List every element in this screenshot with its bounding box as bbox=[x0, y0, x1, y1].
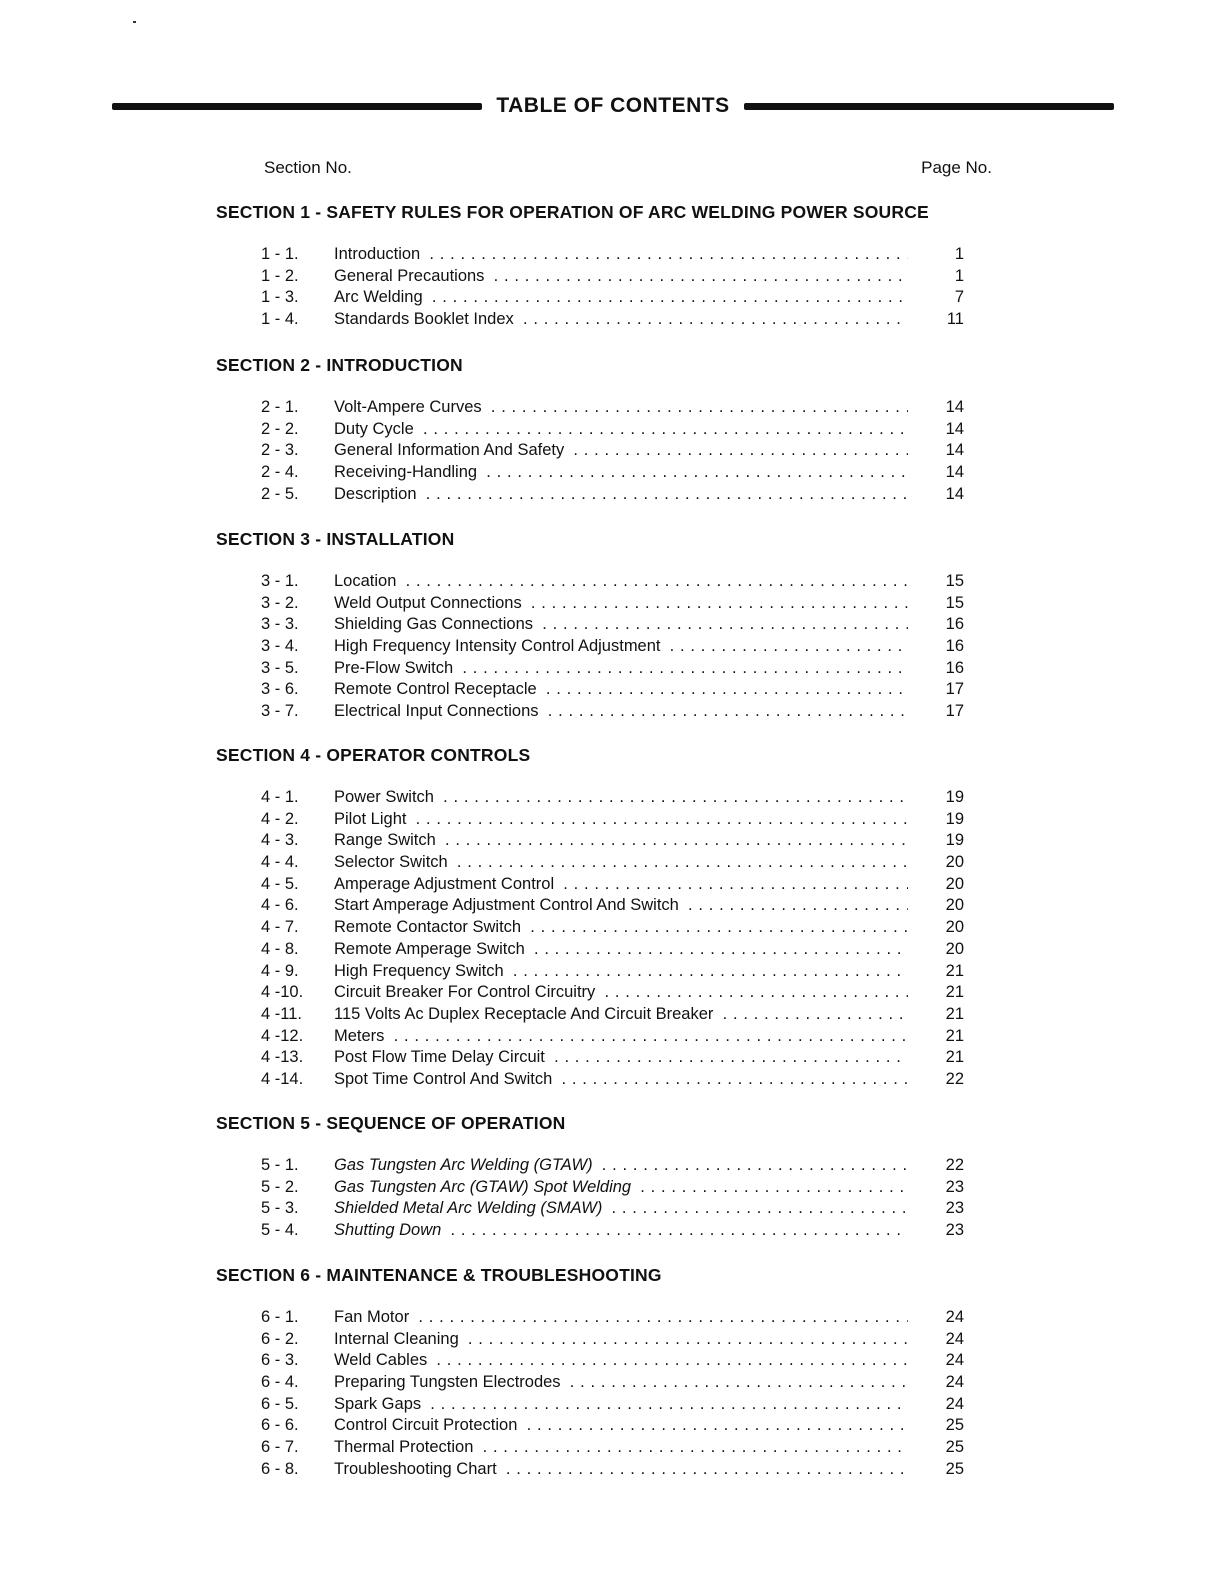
toc-entry bbox=[216, 1026, 1016, 1048]
entry-leader bbox=[334, 1329, 908, 1351]
toc-entry bbox=[216, 830, 1016, 852]
entry-leader bbox=[334, 679, 908, 701]
toc-entry bbox=[216, 701, 1016, 723]
title-rule-left bbox=[112, 103, 482, 110]
entry-title: Gas Tungsten Arc Welding (GTAW) bbox=[334, 1156, 597, 1174]
entry-leader bbox=[334, 982, 908, 1004]
entry-leader bbox=[334, 1437, 908, 1459]
entry-leader bbox=[334, 1004, 908, 1026]
toc-entry bbox=[216, 266, 1016, 288]
entry-page-number: 20 bbox=[945, 918, 964, 937]
entry-leader bbox=[334, 787, 908, 809]
toc-entry bbox=[216, 1177, 1016, 1199]
section-heading: SECTION 5 - SEQUENCE OF OPERATION bbox=[216, 1113, 566, 1133]
entry-leader bbox=[334, 571, 908, 593]
entry-page-number: 21 bbox=[945, 1004, 964, 1023]
toc-entry bbox=[216, 1415, 1016, 1437]
entry-page-number: 14 bbox=[945, 441, 964, 460]
entry-title: Selector Switch bbox=[334, 853, 452, 871]
entry-page-number: 16 bbox=[945, 615, 964, 634]
entry-leader bbox=[334, 939, 908, 961]
entry-number: 4 -10. bbox=[261, 983, 304, 1002]
entry-title: High Frequency Intensity Control Adjustment bbox=[334, 637, 665, 655]
toc-entry bbox=[216, 1459, 1016, 1481]
entry-page-number: 19 bbox=[945, 788, 964, 806]
entry-number: 4 -14. bbox=[261, 1069, 304, 1088]
toc-entry bbox=[216, 309, 1016, 331]
entry-number: 5 - 2. bbox=[261, 1177, 299, 1196]
entry-page-number: 17 bbox=[945, 680, 964, 699]
entry-page-number: 7 bbox=[954, 288, 964, 307]
entry-page-number: 22 bbox=[945, 1156, 964, 1174]
entry-title: Introduction bbox=[334, 245, 424, 263]
toc-entry bbox=[216, 1047, 1016, 1069]
entry-title: Weld Output Connections bbox=[334, 594, 526, 612]
entry-leader bbox=[334, 809, 908, 831]
entry-title: Pilot Light bbox=[334, 810, 410, 828]
toc-section bbox=[216, 1263, 1016, 1481]
toc-section bbox=[216, 743, 1016, 1091]
entry-number: 4 -11. bbox=[261, 1004, 302, 1023]
entry-title: Start Amperage Adjustment Control And Switch bbox=[334, 896, 683, 914]
entry-leader bbox=[334, 484, 908, 506]
entry-title: Remote Control Receptacle bbox=[334, 680, 541, 698]
entry-title: General Precautions bbox=[334, 267, 488, 285]
entry-page-number: 16 bbox=[945, 637, 964, 656]
entry-number: 6 - 4. bbox=[261, 1373, 299, 1392]
toc-entry bbox=[216, 895, 1016, 917]
entry-leader bbox=[334, 701, 908, 723]
entry-leader bbox=[334, 1047, 908, 1069]
entry-page-number: 25 bbox=[945, 1459, 964, 1478]
entry-title: Electrical Input Connections bbox=[334, 702, 543, 720]
entry-number: 6 - 7. bbox=[261, 1438, 299, 1457]
section-heading: SECTION 6 - MAINTENANCE & TROUBLESHOOTING bbox=[216, 1265, 662, 1285]
entry-leader bbox=[334, 852, 908, 874]
toc-section bbox=[216, 527, 1016, 723]
entry-page-number: 15 bbox=[945, 593, 964, 612]
entry-number: 4 - 6. bbox=[261, 896, 299, 915]
entry-title: General Information And Safety bbox=[334, 441, 568, 459]
toc-entry bbox=[216, 1155, 1016, 1177]
entry-page-number: 20 bbox=[945, 896, 964, 915]
entry-page-number: 17 bbox=[945, 702, 964, 721]
scan-speck bbox=[133, 21, 136, 23]
entry-page-number: 25 bbox=[945, 1416, 964, 1435]
toc-entry bbox=[216, 982, 1016, 1004]
toc-entry bbox=[216, 419, 1016, 441]
toc-entry bbox=[216, 636, 1016, 658]
entry-leader bbox=[334, 1372, 908, 1394]
entry-title: Duty Cycle bbox=[334, 420, 418, 438]
entry-page-number: 20 bbox=[945, 939, 964, 958]
entry-leader bbox=[334, 636, 908, 658]
entry-leader bbox=[334, 1198, 908, 1220]
entry-number: 1 - 3. bbox=[261, 288, 299, 307]
entry-page-number: 14 bbox=[945, 484, 964, 503]
toc-entry bbox=[216, 614, 1016, 636]
entry-page-number: 20 bbox=[945, 874, 964, 893]
entry-title: Internal Cleaning bbox=[334, 1330, 463, 1348]
entry-number: 5 - 4. bbox=[261, 1221, 299, 1240]
entry-number: 4 - 2. bbox=[261, 809, 299, 828]
entry-title: Standards Booklet Index bbox=[334, 310, 518, 328]
entry-title: Fan Motor bbox=[334, 1308, 413, 1326]
entry-leader bbox=[334, 961, 908, 983]
toc-entry bbox=[216, 1394, 1016, 1416]
entry-page-number: 23 bbox=[945, 1177, 964, 1196]
toc-entry bbox=[216, 939, 1016, 961]
toc-entry bbox=[216, 917, 1016, 939]
entry-leader bbox=[334, 658, 908, 680]
entry-leader bbox=[334, 1026, 908, 1048]
entry-number: 6 - 6. bbox=[261, 1416, 299, 1435]
toc-entry bbox=[216, 484, 1016, 506]
entry-leader bbox=[334, 1069, 908, 1091]
entry-leader bbox=[334, 1394, 908, 1416]
entry-leader bbox=[334, 614, 908, 636]
entry-leader bbox=[334, 419, 908, 441]
entry-number: 6 - 2. bbox=[261, 1329, 299, 1348]
section-heading: SECTION 2 - INTRODUCTION bbox=[216, 355, 463, 375]
entry-title: 115 Volts Ac Duplex Receptacle And Circuit Breaker bbox=[334, 1005, 717, 1023]
entry-title: Remote Contactor Switch bbox=[334, 918, 525, 936]
entry-page-number: 19 bbox=[945, 831, 964, 850]
entry-title: Shielded Metal Arc Welding (SMAW) bbox=[334, 1199, 606, 1217]
entry-page-number: 1 bbox=[954, 245, 964, 263]
entry-title: Remote Amperage Switch bbox=[334, 940, 529, 958]
entry-number: 5 - 3. bbox=[261, 1199, 299, 1218]
entry-title: Shutting Down bbox=[334, 1221, 445, 1239]
toc-entry bbox=[216, 1437, 1016, 1459]
entry-leader bbox=[334, 895, 908, 917]
toc-entry bbox=[216, 1372, 1016, 1394]
toc-entry bbox=[216, 593, 1016, 615]
section-heading: SECTION 4 - OPERATOR CONTROLS bbox=[216, 745, 531, 765]
entry-list bbox=[216, 1155, 1016, 1242]
entry-title: Control Circuit Protection bbox=[334, 1416, 521, 1434]
entry-leader bbox=[334, 287, 908, 309]
toc-entry bbox=[216, 787, 1016, 809]
entry-list bbox=[216, 1307, 1016, 1481]
entry-list bbox=[216, 571, 1016, 723]
entry-number: 1 - 4. bbox=[261, 310, 299, 329]
entry-number: 3 - 1. bbox=[261, 572, 299, 590]
toc-entry bbox=[216, 571, 1016, 593]
entry-leader bbox=[334, 874, 908, 896]
entry-number: 4 - 7. bbox=[261, 918, 299, 937]
entry-leader bbox=[334, 244, 908, 266]
title-bar bbox=[112, 88, 1114, 124]
toc-entry bbox=[216, 679, 1016, 701]
entry-title: Amperage Adjustment Control bbox=[334, 875, 558, 893]
entry-number: 6 - 5. bbox=[261, 1394, 299, 1413]
entry-number: 4 - 5. bbox=[261, 874, 299, 893]
entry-page-number: 16 bbox=[945, 658, 964, 677]
entry-leader bbox=[334, 1220, 908, 1242]
page-no-header: Page No. bbox=[921, 158, 992, 177]
toc-entry bbox=[216, 287, 1016, 309]
entry-leader bbox=[334, 1350, 908, 1372]
entry-number: 4 - 4. bbox=[261, 853, 299, 872]
entry-title: Location bbox=[334, 572, 400, 590]
page-title: TABLE OF CONTENTS bbox=[496, 94, 730, 117]
entry-number: 6 - 8. bbox=[261, 1459, 299, 1478]
entry-title: Gas Tungsten Arc (GTAW) Spot Welding bbox=[334, 1178, 635, 1196]
toc-entry bbox=[216, 440, 1016, 462]
toc-section bbox=[216, 353, 1016, 505]
entry-title: Meters bbox=[334, 1027, 388, 1045]
entry-number: 3 - 3. bbox=[261, 615, 299, 634]
toc-entry bbox=[216, 1350, 1016, 1372]
toc-entry bbox=[216, 462, 1016, 484]
entry-page-number: 14 bbox=[945, 398, 964, 416]
toc-entry bbox=[216, 1198, 1016, 1220]
entry-number: 4 - 1. bbox=[261, 788, 299, 806]
entry-title: Circuit Breaker For Control Circuitry bbox=[334, 983, 599, 1001]
entry-leader bbox=[334, 1415, 908, 1437]
entry-list bbox=[216, 787, 1016, 1091]
entry-title: Description bbox=[334, 485, 421, 503]
entry-page-number: 25 bbox=[945, 1438, 964, 1457]
entry-number: 4 - 9. bbox=[261, 961, 299, 980]
toc-entry bbox=[216, 1220, 1016, 1242]
toc-entry bbox=[216, 809, 1016, 831]
entry-leader bbox=[334, 1459, 908, 1481]
entry-leader bbox=[334, 1155, 908, 1177]
entry-number: 3 - 6. bbox=[261, 680, 299, 699]
toc-entry bbox=[216, 874, 1016, 896]
entry-page-number: 21 bbox=[945, 983, 964, 1002]
entry-number: 3 - 5. bbox=[261, 658, 299, 677]
entry-page-number: 24 bbox=[945, 1373, 964, 1392]
toc-entry bbox=[216, 1004, 1016, 1026]
entry-leader bbox=[334, 309, 908, 331]
entry-number: 6 - 3. bbox=[261, 1351, 299, 1370]
entry-page-number: 24 bbox=[945, 1329, 964, 1348]
entry-number: 4 -12. bbox=[261, 1026, 304, 1045]
entry-number: 5 - 1. bbox=[261, 1156, 299, 1174]
entry-title: Post Flow Time Delay Circuit bbox=[334, 1048, 549, 1066]
entry-page-number: 1 bbox=[954, 266, 964, 285]
section-heading: SECTION 3 - INSTALLATION bbox=[216, 529, 455, 549]
entry-list bbox=[216, 244, 1016, 331]
toc-entry bbox=[216, 658, 1016, 680]
entry-page-number: 20 bbox=[945, 853, 964, 872]
toc-entry bbox=[216, 397, 1016, 419]
entry-page-number: 15 bbox=[945, 572, 964, 590]
entry-title: Thermal Protection bbox=[334, 1438, 477, 1456]
entry-title: Weld Cables bbox=[334, 1351, 431, 1369]
entry-page-number: 14 bbox=[945, 419, 964, 438]
entry-number: 1 - 1. bbox=[261, 245, 299, 263]
entry-title: Power Switch bbox=[334, 788, 438, 806]
entry-leader bbox=[334, 462, 908, 484]
entry-number: 3 - 2. bbox=[261, 593, 299, 612]
entry-page-number: 23 bbox=[945, 1221, 964, 1240]
entry-number: 6 - 1. bbox=[261, 1308, 299, 1326]
entry-page-number: 24 bbox=[945, 1394, 964, 1413]
entry-title: Spark Gaps bbox=[334, 1395, 425, 1413]
toc-entry bbox=[216, 1329, 1016, 1351]
toc-section bbox=[216, 1111, 1016, 1242]
entry-number: 2 - 2. bbox=[261, 419, 299, 438]
entry-title: Volt-Ampere Curves bbox=[334, 398, 486, 416]
entry-title: Receiving-Handling bbox=[334, 463, 481, 481]
entry-page-number: 23 bbox=[945, 1199, 964, 1218]
entry-title: High Frequency Switch bbox=[334, 962, 508, 980]
entry-title: Troubleshooting Chart bbox=[334, 1460, 501, 1478]
entry-leader bbox=[334, 593, 908, 615]
toc-section bbox=[216, 200, 1016, 331]
entry-title: Pre-Flow Switch bbox=[334, 659, 457, 677]
entry-number: 4 - 3. bbox=[261, 831, 299, 850]
entry-leader bbox=[334, 266, 908, 288]
entry-leader bbox=[334, 917, 908, 939]
entry-leader bbox=[334, 397, 908, 419]
toc-entry bbox=[216, 1069, 1016, 1091]
entry-title: Shielding Gas Connections bbox=[334, 615, 537, 633]
entry-title: Spot Time Control And Switch bbox=[334, 1070, 556, 1088]
toc-entry bbox=[216, 1307, 1016, 1329]
toc-entry bbox=[216, 961, 1016, 983]
entry-number: 3 - 4. bbox=[261, 637, 299, 656]
entry-page-number: 14 bbox=[945, 463, 964, 482]
entry-title: Range Switch bbox=[334, 831, 440, 849]
entry-number: 2 - 5. bbox=[261, 484, 299, 503]
title-rule-right bbox=[744, 103, 1114, 110]
entry-page-number: 19 bbox=[945, 809, 964, 828]
toc-entry bbox=[216, 244, 1016, 266]
entry-number: 4 - 8. bbox=[261, 939, 299, 958]
entry-leader bbox=[334, 1177, 908, 1199]
section-no-header: Section No. bbox=[264, 158, 352, 177]
entry-number: 1 - 2. bbox=[261, 266, 299, 285]
entry-leader bbox=[334, 440, 908, 462]
entry-number: 2 - 1. bbox=[261, 398, 299, 416]
toc-entry bbox=[216, 852, 1016, 874]
entry-page-number: 22 bbox=[945, 1069, 964, 1088]
entry-page-number: 24 bbox=[945, 1351, 964, 1370]
entry-page-number: 11 bbox=[946, 310, 964, 329]
entry-page-number: 21 bbox=[945, 1048, 964, 1067]
entry-number: 4 -13. bbox=[261, 1048, 304, 1067]
entry-page-number: 21 bbox=[945, 961, 964, 980]
entry-number: 2 - 4. bbox=[261, 463, 299, 482]
entry-list bbox=[216, 397, 1016, 505]
entry-leader bbox=[334, 830, 908, 852]
entry-number: 2 - 3. bbox=[261, 441, 299, 460]
entry-page-number: 21 bbox=[945, 1026, 964, 1045]
section-heading: SECTION 1 - SAFETY RULES FOR OPERATION OF ARC WELDING POWER SOURCE bbox=[216, 202, 929, 222]
entry-number: 3 - 7. bbox=[261, 702, 299, 721]
entry-title: Preparing Tungsten Electrodes bbox=[334, 1373, 565, 1391]
entry-leader bbox=[334, 1307, 908, 1329]
entry-page-number: 24 bbox=[945, 1308, 964, 1326]
entry-title: Arc Welding bbox=[334, 288, 427, 306]
